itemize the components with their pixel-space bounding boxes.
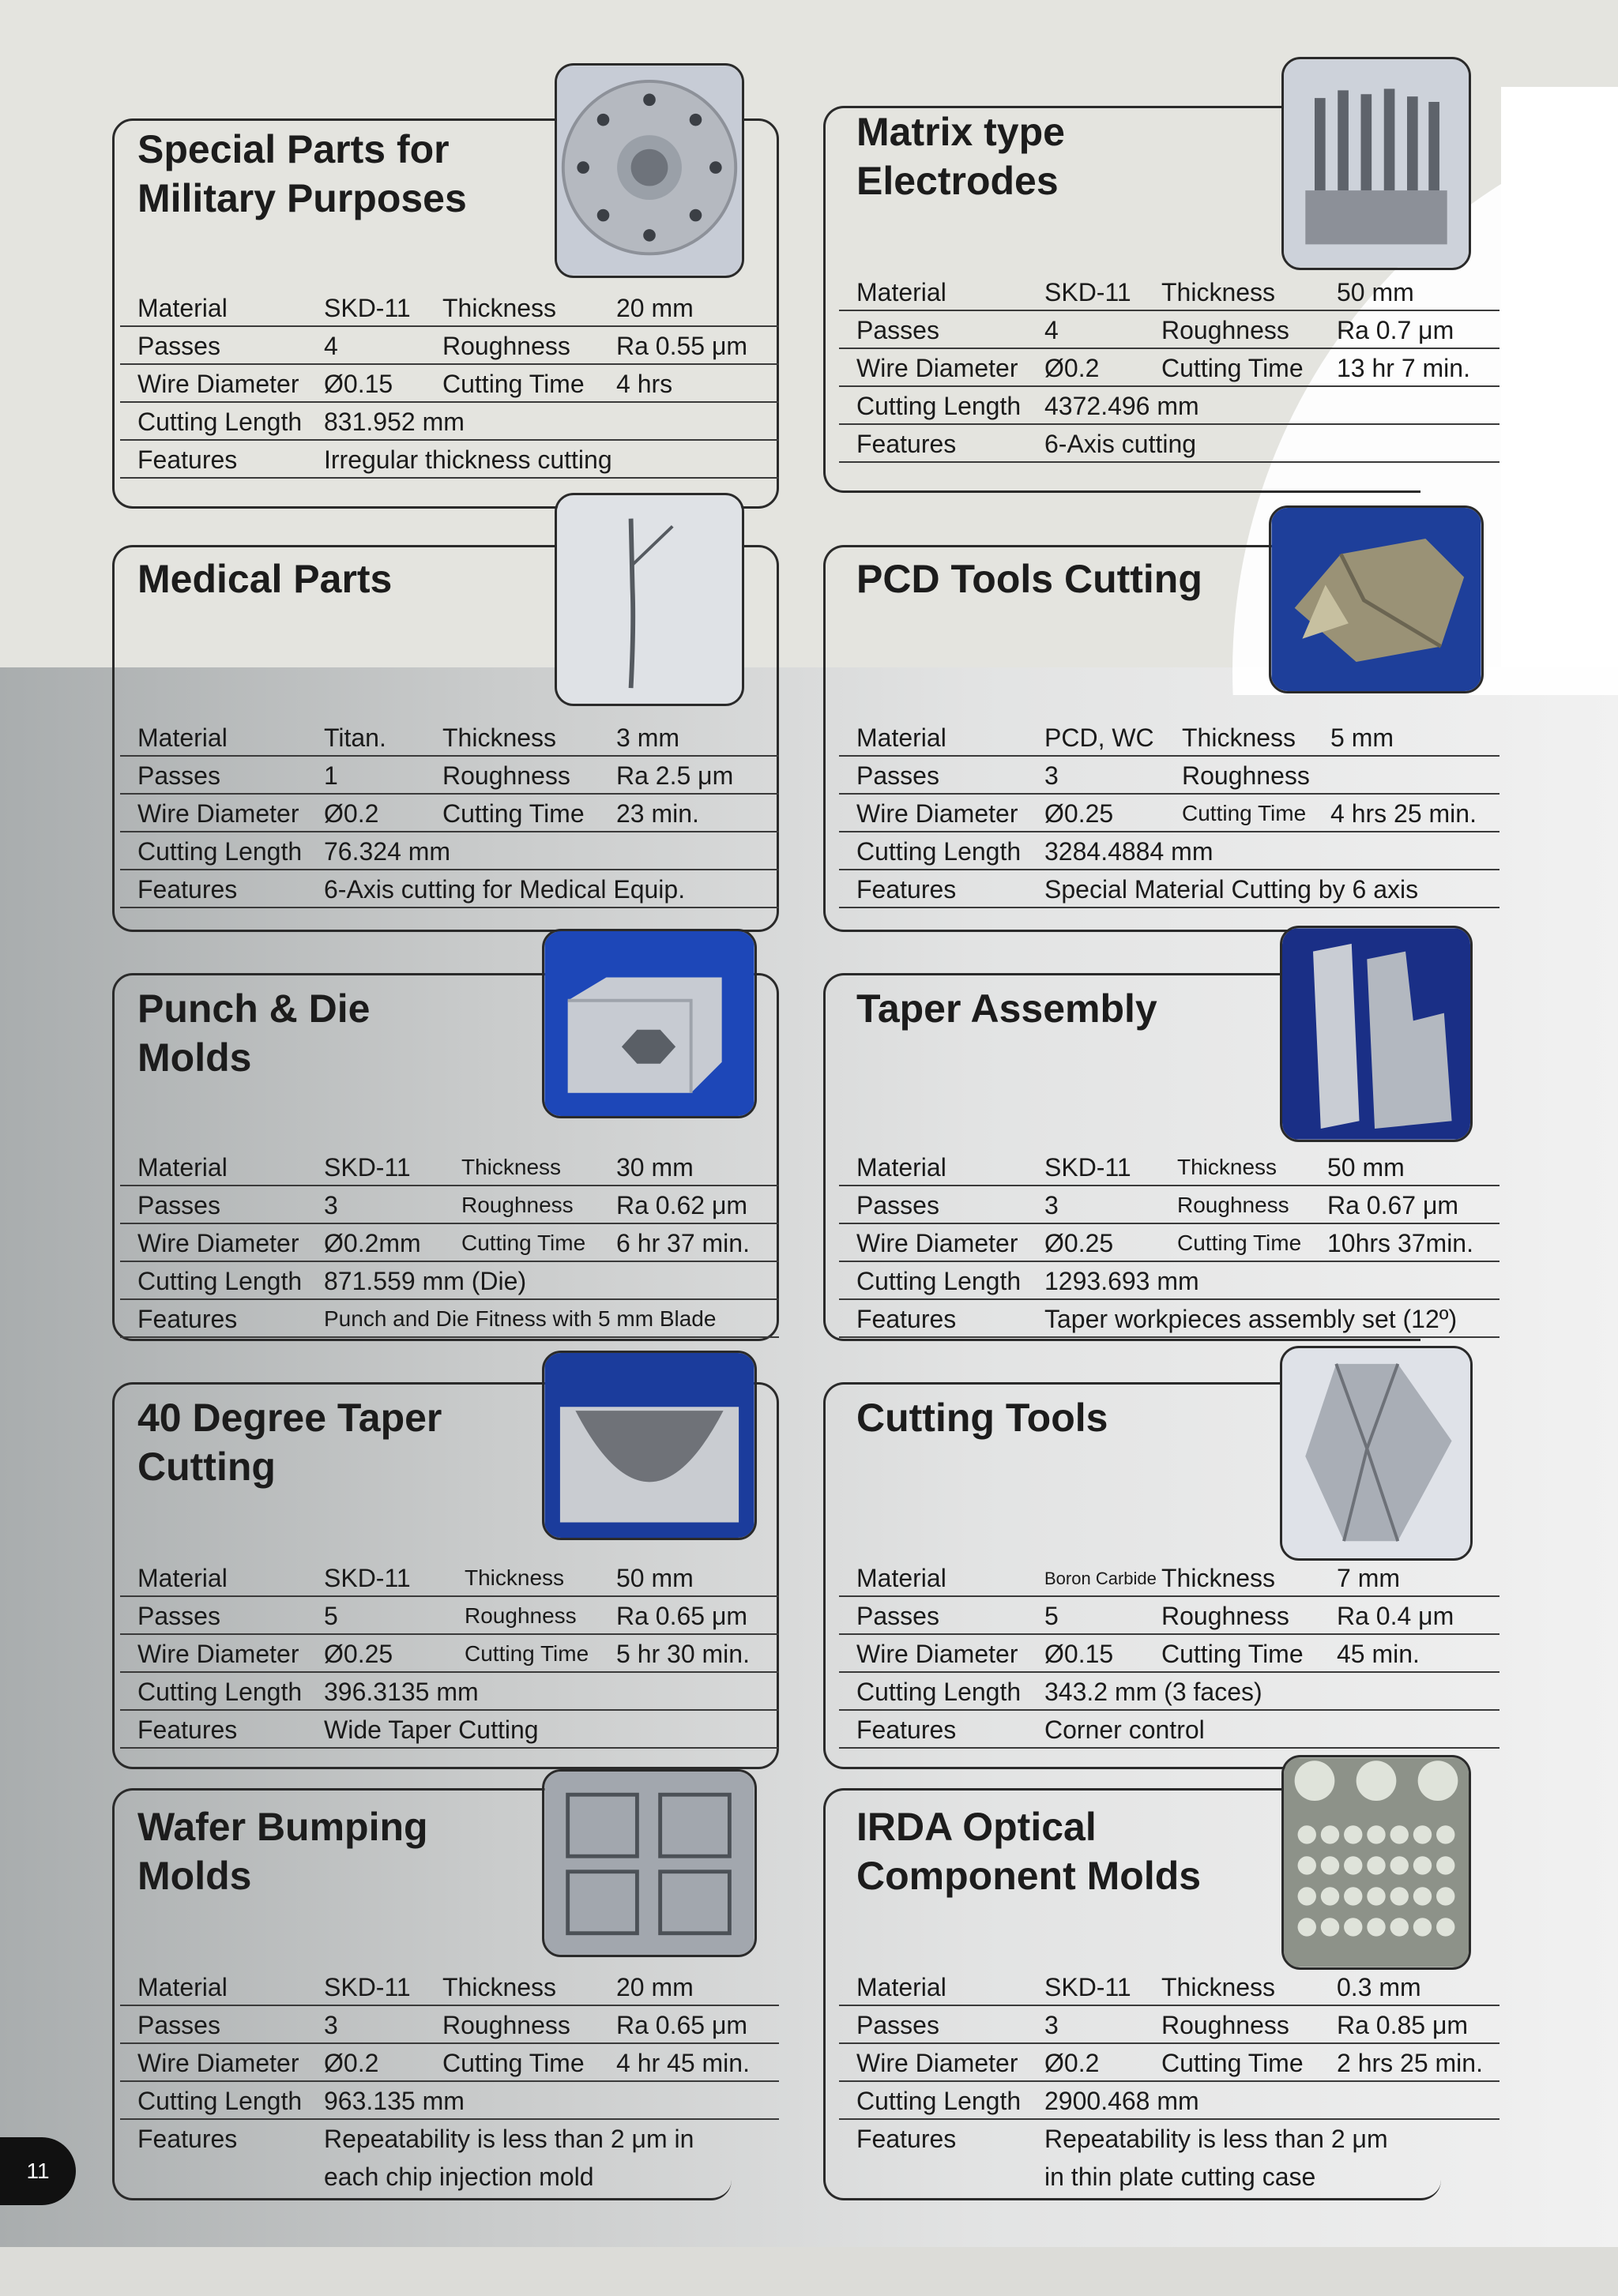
- label: Wire Diameter: [856, 2049, 1018, 2077]
- card-title: Punch & Die Molds: [137, 986, 371, 1080]
- spec-row-passes: [120, 2005, 779, 2044]
- label: Wire Diameter: [856, 1229, 1018, 1257]
- value: Ø0.2mm: [324, 1229, 421, 1257]
- label: Cutting Length: [856, 1678, 1022, 1706]
- label: Cutting Length: [137, 408, 303, 436]
- value: 3284.4884 mm: [1044, 837, 1214, 866]
- value: Ra 0.67 μm: [1327, 1191, 1459, 1219]
- label: Cutting Length: [856, 392, 1022, 420]
- value: Ø0.2: [1044, 354, 1100, 382]
- value: 5 mm: [1330, 723, 1394, 752]
- value: Ø0.25: [324, 1640, 393, 1668]
- card-title: Taper Assembly: [856, 986, 1157, 1031]
- label: Cutting Time: [465, 1641, 589, 1666]
- spec-row-passes: [120, 755, 779, 795]
- value: in thin plate cutting case: [1044, 2163, 1316, 2191]
- value: 30 mm: [616, 1153, 694, 1182]
- spec-row-length: [120, 1261, 779, 1300]
- value: 3: [324, 2011, 338, 2039]
- label: Cutting Time: [442, 370, 585, 398]
- spec-row-length: [839, 831, 1499, 870]
- card-title: PCD Tools Cutting: [856, 557, 1202, 601]
- photo-taper-assembly: [1280, 926, 1473, 1142]
- label: Cutting Time: [1161, 1640, 1304, 1668]
- label: Roughness: [1182, 761, 1310, 790]
- label: Cutting Length: [856, 1267, 1022, 1295]
- value: Ø0.15: [324, 370, 393, 398]
- spec-row-wire: [839, 348, 1499, 387]
- label: Cutting Time: [1182, 801, 1307, 825]
- card-title: Cutting Tools: [856, 1396, 1108, 1440]
- label: Wire Diameter: [856, 354, 1018, 382]
- label: Features: [856, 430, 957, 458]
- spec-row-features: [839, 869, 1499, 908]
- label: Cutting Length: [856, 837, 1022, 866]
- value: Irregular thickness cutting: [324, 445, 612, 474]
- label: Material: [137, 294, 228, 322]
- value: 5: [1044, 1602, 1059, 1630]
- value: SKD-11: [324, 294, 411, 322]
- spec-row-passes: [839, 310, 1499, 349]
- label: Cutting Time: [1177, 1231, 1302, 1255]
- value: Ø0.15: [1044, 1640, 1114, 1668]
- card-title: 40 Degree Taper Cutting: [137, 1396, 442, 1489]
- spec-row-length: [120, 2080, 779, 2120]
- value: 4372.496 mm: [1044, 392, 1199, 420]
- label: Thickness: [1161, 1973, 1276, 2001]
- label: Thickness: [1161, 278, 1276, 306]
- spec-row-wire: [839, 1633, 1499, 1673]
- value: 6 hr 37 min.: [616, 1229, 750, 1257]
- value: 20 mm: [616, 294, 694, 322]
- photo-military-part: [555, 63, 744, 278]
- value: 7 mm: [1337, 1564, 1400, 1592]
- spec-row-material: [839, 1558, 1499, 1597]
- value: Ra 0.65 μm: [616, 1602, 748, 1630]
- label: Roughness: [1177, 1193, 1289, 1217]
- label: Material: [856, 723, 946, 752]
- value: 76.324 mm: [324, 837, 451, 866]
- value: 6-Axis cutting for Medical Equip.: [324, 875, 686, 904]
- spec-row-wire: [839, 1223, 1499, 1262]
- spec-row-features: [839, 423, 1499, 463]
- label: Wire Diameter: [137, 2049, 299, 2077]
- label: Features: [137, 875, 238, 904]
- label: Passes: [856, 1602, 939, 1630]
- value: 396.3135 mm: [324, 1678, 479, 1706]
- label: Roughness: [461, 1193, 574, 1217]
- label: Material: [137, 1973, 228, 2001]
- value: 1: [324, 761, 338, 790]
- value: Ø0.2: [1044, 2049, 1100, 2077]
- label: Features: [856, 875, 957, 904]
- value: Ø0.25: [1044, 1229, 1114, 1257]
- value: 50 mm: [616, 1564, 694, 1592]
- value: 343.2 mm (3 faces): [1044, 1678, 1262, 1706]
- spec-row-wire: [120, 1633, 779, 1673]
- label: Features: [856, 1305, 957, 1333]
- spec-row-wire: [839, 793, 1499, 832]
- value: 3: [1044, 761, 1059, 790]
- value: 831.952 mm: [324, 408, 465, 436]
- label: Wire Diameter: [137, 799, 299, 828]
- spec-row-features: [120, 1709, 779, 1749]
- label: Wire Diameter: [137, 370, 299, 398]
- label: Wire Diameter: [137, 1229, 299, 1257]
- spec-row-length: [839, 385, 1499, 425]
- spec-row-wire: [120, 793, 779, 832]
- value: 20 mm: [616, 1973, 694, 2001]
- spec-row-material: [120, 717, 779, 757]
- value: Ra 0.4 μm: [1337, 1602, 1454, 1630]
- value: SKD-11: [1044, 278, 1131, 306]
- spec-row-features: [120, 2118, 779, 2194]
- value: 50 mm: [1337, 278, 1414, 306]
- value: SKD-11: [1044, 1153, 1131, 1182]
- photo-taper-cutting: [542, 1351, 757, 1540]
- value: Ra 2.5 μm: [616, 761, 734, 790]
- label: Roughness: [465, 1603, 577, 1628]
- spec-row-material: [839, 717, 1499, 757]
- spec-row-material: [120, 287, 779, 327]
- photo-wafer-mold: [542, 1769, 757, 1957]
- value: PCD, WC: [1044, 723, 1154, 752]
- label: Passes: [856, 1191, 939, 1219]
- spec-row-length: [839, 1671, 1499, 1711]
- spec-row-wire: [120, 363, 779, 403]
- value: 963.135 mm: [324, 2087, 465, 2115]
- spec-row-features: [839, 1709, 1499, 1749]
- value: 10hrs 37min.: [1327, 1229, 1473, 1257]
- value: 2 hrs 25 min.: [1337, 2049, 1483, 2077]
- value: 5 hr 30 min.: [616, 1640, 750, 1668]
- value: SKD-11: [324, 1153, 411, 1182]
- value: Ra 0.65 μm: [616, 2011, 748, 2039]
- spec-row-material: [839, 1147, 1499, 1186]
- photo-irda-mold: [1281, 1755, 1471, 1970]
- spec-row-passes: [120, 325, 779, 365]
- label: Roughness: [1161, 1602, 1289, 1630]
- label: Thickness: [1177, 1155, 1277, 1179]
- spec-row-passes: [120, 1185, 779, 1224]
- label: Material: [856, 1153, 946, 1182]
- spec-row-features: [839, 1298, 1499, 1338]
- value: 23 min.: [616, 799, 699, 828]
- label: Thickness: [1182, 723, 1296, 752]
- value: 4 hr 45 min.: [616, 2049, 750, 2077]
- spec-row-material: [839, 272, 1499, 311]
- label: Passes: [856, 316, 939, 344]
- label: Thickness: [442, 723, 557, 752]
- label: Wire Diameter: [856, 1640, 1018, 1668]
- value: 6-Axis cutting: [1044, 430, 1197, 458]
- label: Features: [856, 1715, 957, 1744]
- photo-cutting-tools: [1280, 1346, 1473, 1561]
- label: Roughness: [442, 2011, 570, 2039]
- label: Cutting Time: [1161, 354, 1304, 382]
- value: Ø0.25: [1044, 799, 1114, 828]
- value: 3: [324, 1191, 338, 1219]
- label: Cutting Length: [137, 1267, 303, 1295]
- label: Thickness: [461, 1155, 562, 1179]
- label: Wire Diameter: [856, 799, 1018, 828]
- label: Features: [137, 445, 238, 474]
- label: Cutting Time: [442, 799, 585, 828]
- spec-row-passes: [120, 1595, 779, 1635]
- spec-row-features: [120, 1298, 779, 1338]
- label: Material: [856, 278, 946, 306]
- value: SKD-11: [1044, 1973, 1131, 2001]
- label: Cutting Length: [137, 2087, 303, 2115]
- value: Taper workpieces assembly set (12º): [1044, 1305, 1458, 1333]
- value: 3: [1044, 2011, 1059, 2039]
- value: Ø0.2: [324, 799, 379, 828]
- card-title: IRDA Optical Component Molds: [856, 1805, 1202, 1898]
- label: Passes: [856, 761, 939, 790]
- spec-row-length: [120, 401, 779, 441]
- spec-row-features: [120, 869, 779, 908]
- value: SKD-11: [324, 1973, 411, 2001]
- value: Ra 0.62 μm: [616, 1191, 748, 1219]
- photo-pcd-tool: [1269, 505, 1484, 693]
- label: Roughness: [442, 761, 570, 790]
- value: Ra 0.85 μm: [1337, 2011, 1469, 2039]
- spec-row-wire: [120, 1223, 779, 1262]
- value: 4: [1044, 316, 1059, 344]
- label: Cutting Time: [442, 2049, 585, 2077]
- spec-row-material: [120, 1147, 779, 1186]
- label: Features: [137, 1715, 238, 1744]
- label: Passes: [137, 332, 220, 360]
- value: Ø0.2: [324, 2049, 379, 2077]
- label: Roughness: [442, 332, 570, 360]
- spec-row-passes: [839, 755, 1499, 795]
- value: 871.559 mm (Die): [324, 1267, 527, 1295]
- label: Cutting Length: [137, 1678, 303, 1706]
- value: Ra 0.7 μm: [1337, 316, 1454, 344]
- spec-row-passes: [839, 1595, 1499, 1635]
- label: Passes: [137, 1602, 220, 1630]
- value: Special Material Cutting by 6 axis: [1044, 875, 1419, 904]
- card-title: Special Parts for Military Purposes: [137, 127, 467, 220]
- label: Wire Diameter: [137, 1640, 299, 1668]
- value: 4: [324, 332, 338, 360]
- card-title: Wafer Bumping Molds: [137, 1805, 428, 1898]
- label: Cutting Length: [137, 837, 303, 866]
- label: Cutting Time: [461, 1231, 586, 1255]
- value: Wide Taper Cutting: [324, 1715, 539, 1744]
- page-number: 11: [0, 2137, 76, 2205]
- value: Boron Carbide: [1044, 1569, 1157, 1588]
- spec-row-length: [120, 831, 779, 870]
- label: Features: [137, 1305, 238, 1333]
- spec-row-wire: [120, 2042, 779, 2082]
- label: Thickness: [465, 1565, 565, 1590]
- photo-matrix-electrodes: [1281, 57, 1471, 270]
- label: Cutting Length: [856, 2087, 1022, 2115]
- label: Roughness: [1161, 316, 1289, 344]
- label: Material: [137, 1564, 228, 1592]
- value: 3 mm: [616, 723, 679, 752]
- label: Passes: [137, 1191, 220, 1219]
- value: Repeatability is less than 2 μm in: [324, 2125, 694, 2153]
- spec-row-features: [120, 439, 779, 479]
- value: 4 hrs: [616, 370, 673, 398]
- value: each chip injection mold: [324, 2163, 594, 2191]
- spec-row-passes: [839, 1185, 1499, 1224]
- spec-row-material: [120, 1967, 779, 2006]
- spec-row-passes: [839, 2005, 1499, 2044]
- label: Material: [856, 1564, 946, 1592]
- spec-row-length: [839, 2080, 1499, 2120]
- label: Material: [137, 1153, 228, 1182]
- label: Passes: [856, 2011, 939, 2039]
- page-footer-band: [0, 2247, 1618, 2296]
- label: Roughness: [1161, 2011, 1289, 2039]
- value: Titan.: [324, 723, 386, 752]
- value: 5: [324, 1602, 338, 1630]
- photo-punch-die: [542, 929, 757, 1118]
- spec-row-material: [120, 1558, 779, 1597]
- label: Material: [856, 1973, 946, 2001]
- label: Passes: [137, 2011, 220, 2039]
- card-title: Medical Parts: [137, 557, 393, 601]
- value: Punch and Die Fitness with 5 mm Blade: [324, 1306, 717, 1331]
- value: 13 hr 7 min.: [1337, 354, 1470, 382]
- spec-row-features: [839, 2118, 1499, 2194]
- value: 45 min.: [1337, 1640, 1420, 1668]
- value: 4 hrs 25 min.: [1330, 799, 1477, 828]
- spec-row-wire: [839, 2042, 1499, 2082]
- label: Features: [856, 2125, 957, 2153]
- value: Corner control: [1044, 1715, 1205, 1744]
- value: 1293.693 mm: [1044, 1267, 1199, 1295]
- value: Repeatability is less than 2 μm: [1044, 2125, 1388, 2153]
- value: 2900.468 mm: [1044, 2087, 1199, 2115]
- value: Ra 0.55 μm: [616, 332, 748, 360]
- label: Cutting Time: [1161, 2049, 1304, 2077]
- spec-row-length: [839, 1261, 1499, 1300]
- label: Material: [137, 723, 228, 752]
- spec-row-length: [120, 1671, 779, 1711]
- spec-row-material: [839, 1967, 1499, 2006]
- value: 3: [1044, 1191, 1059, 1219]
- value: 0.3 mm: [1337, 1973, 1421, 2001]
- value: SKD-11: [324, 1564, 411, 1592]
- photo-medical-part: [555, 493, 744, 706]
- label: Thickness: [442, 294, 557, 322]
- label: Thickness: [1161, 1564, 1276, 1592]
- label: Thickness: [442, 1973, 557, 2001]
- card-title: Matrix type Electrodes: [856, 110, 1065, 203]
- label: Features: [137, 2125, 238, 2153]
- label: Passes: [137, 761, 220, 790]
- value: 50 mm: [1327, 1153, 1405, 1182]
